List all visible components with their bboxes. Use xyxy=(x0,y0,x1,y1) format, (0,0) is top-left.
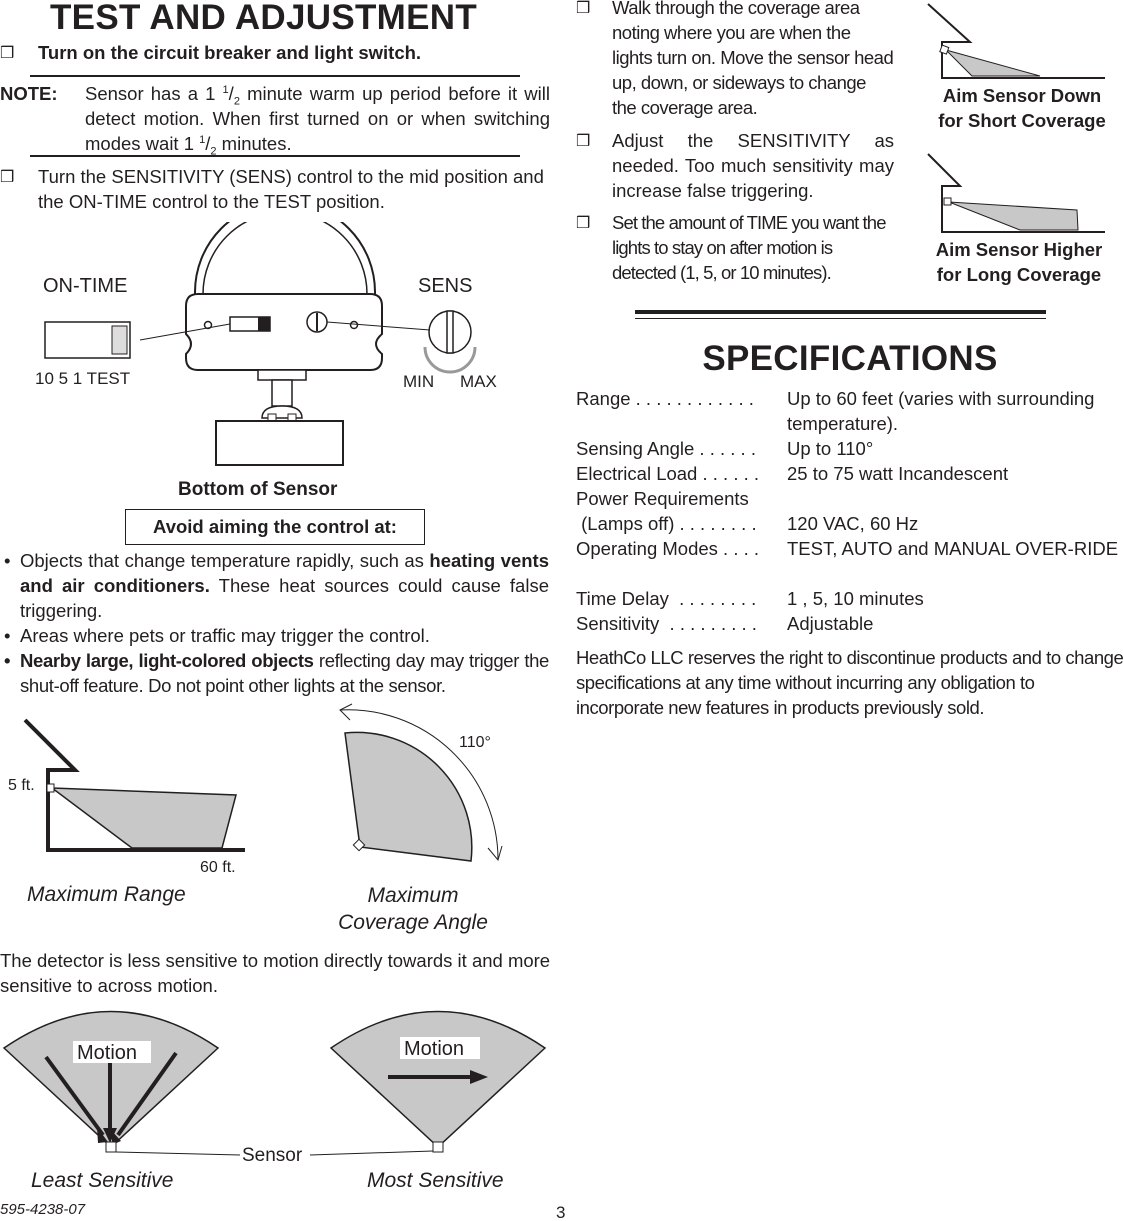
section-divider xyxy=(635,310,1046,314)
divider xyxy=(30,75,520,77)
bullet-icon: • xyxy=(4,625,11,646)
step-turn-sensitivity: Turn the SENSITIVITY (SENS) control to the mid position and the ON-TIME control to the TEST position. xyxy=(38,166,544,212)
sens-max: MAX xyxy=(460,372,497,391)
section-divider xyxy=(635,318,1046,319)
max-range-caption: Maximum Range xyxy=(27,883,186,906)
checkbox-icon: ❒ xyxy=(0,43,15,62)
note-label: NOTE: xyxy=(0,83,58,104)
aim-down-diagram xyxy=(920,0,1120,85)
checkbox-icon: ❒ xyxy=(576,131,591,150)
angle-label: 110° xyxy=(459,734,491,751)
motion-label-right: Motion xyxy=(404,1038,465,1060)
specifications-title: SPECIFICATIONS xyxy=(702,339,998,378)
sensor-label: Sensor xyxy=(242,1145,303,1166)
height-label: 5 ft. xyxy=(8,777,35,794)
spec-label: Time Delay . . . . . . . . xyxy=(576,588,757,609)
bullet-light-objects: Nearby large, light-colored objects reflecting day may trigger the shut-off feature. Do not point other lights at the sensor. xyxy=(20,650,549,696)
step-set-time: Set the amount of TIME you want the lights to stay on after motion is detected (1, 5, or 10 minutes). xyxy=(612,212,886,283)
sens-min: MIN xyxy=(403,372,435,391)
sensor-caption: Bottom of Sensor xyxy=(178,479,338,500)
spec-value: Adjustable xyxy=(787,613,874,634)
note-text: Sensor has a 1 $^1/_2$ minute warm up period before it will detect motion. When first turned on or when switching modes wait 1 $^1/_2$ minutes. xyxy=(85,83,550,158)
coverage-angle-diagram xyxy=(330,700,530,880)
spec-label: Electrical Load . . . . . . xyxy=(576,463,760,484)
checkbox-icon: ❒ xyxy=(0,167,15,186)
step-walk-through: Walk through the coverage area noting where you are when the lights turn on. Move the sensor head up, down, or sideways to change the coverage area. xyxy=(612,0,894,118)
aim-up-caption: Aim Sensor Higher for Long Coverage xyxy=(935,239,1103,285)
spec-value: TEST, AUTO and MANUAL OVER-RIDE xyxy=(787,538,1119,559)
step-turn-on: Turn on the circuit breaker and light switch. xyxy=(38,42,422,63)
spec-label: Sensing Angle . . . . . . xyxy=(576,438,756,459)
disclaimer: HeathCo LLC reserves the right to discontinue products and to change specifications at any time without incurring any obligation to incorporate new features in products previously sold. xyxy=(576,647,1124,718)
motion-label-left: Motion xyxy=(77,1042,138,1064)
page-number: 3 xyxy=(556,1203,566,1221)
bullet-pets: Areas where pets or traffic may trigger the control. xyxy=(20,625,430,646)
document-number: 595-4238-07 xyxy=(0,1201,86,1218)
checkbox-icon: ❒ xyxy=(576,213,591,232)
bullet-temperature: Objects that change temperature rapidly, such as heating vents and air conditioners. These heat sources could cause false triggering. xyxy=(20,550,549,621)
divider xyxy=(30,155,520,157)
spec-label: Sensitivity . . . . . . . . . xyxy=(576,613,757,634)
step-adjust-sensitivity: Adjust the SENSITIVITY as needed. Too much sensitivity may increase false triggering. xyxy=(612,130,894,201)
spec-value: 25 to 75 watt Incandescent xyxy=(787,463,1009,484)
checkbox-icon: ❒ xyxy=(576,0,591,17)
avoid-box: Avoid aiming the control at: xyxy=(125,509,425,545)
spec-label: (Lamps off) . . . . . . . . xyxy=(576,513,757,534)
motion-sensitivity-diagram xyxy=(0,1005,560,1175)
distance-label: 60 ft. xyxy=(200,859,236,876)
on-time-label: ON-TIME xyxy=(43,275,128,297)
bullet-icon: • xyxy=(4,550,11,571)
sens-label: SENS xyxy=(418,275,473,297)
section-title: TEST AND ADJUSTMENT xyxy=(50,0,477,37)
motion-text: The detector is less sensitive to motion directly towards it and more sensitive to across motion. xyxy=(0,950,551,996)
most-sensitive-caption: Most Sensitive xyxy=(367,1169,504,1192)
spec-value: 1 , 5, 10 minutes xyxy=(787,588,924,609)
coverage-angle-caption: Maximum Coverage Angle xyxy=(338,884,488,934)
sensor-bottom-diagram xyxy=(30,222,520,512)
aim-up-diagram xyxy=(920,150,1120,240)
spec-label: Power Requirements xyxy=(576,488,749,509)
max-range-diagram xyxy=(0,700,300,880)
spec-value: Up to 110° xyxy=(787,438,874,459)
spec-value: 120 VAC, 60 Hz xyxy=(787,513,919,534)
on-time-scale: 10 5 1 TEST xyxy=(35,369,131,388)
spec-label: Operating Modes . . . . xyxy=(576,538,760,559)
aim-down-caption: Aim Sensor Down for Short Coverage xyxy=(938,85,1106,131)
spec-value: Up to 60 feet (varies with surrounding temperature). xyxy=(787,388,1095,434)
least-sensitive-caption: Least Sensitive xyxy=(31,1169,174,1192)
spec-label: Range . . . . . . . . . . . . xyxy=(576,388,754,409)
bullet-icon: • xyxy=(4,650,11,671)
